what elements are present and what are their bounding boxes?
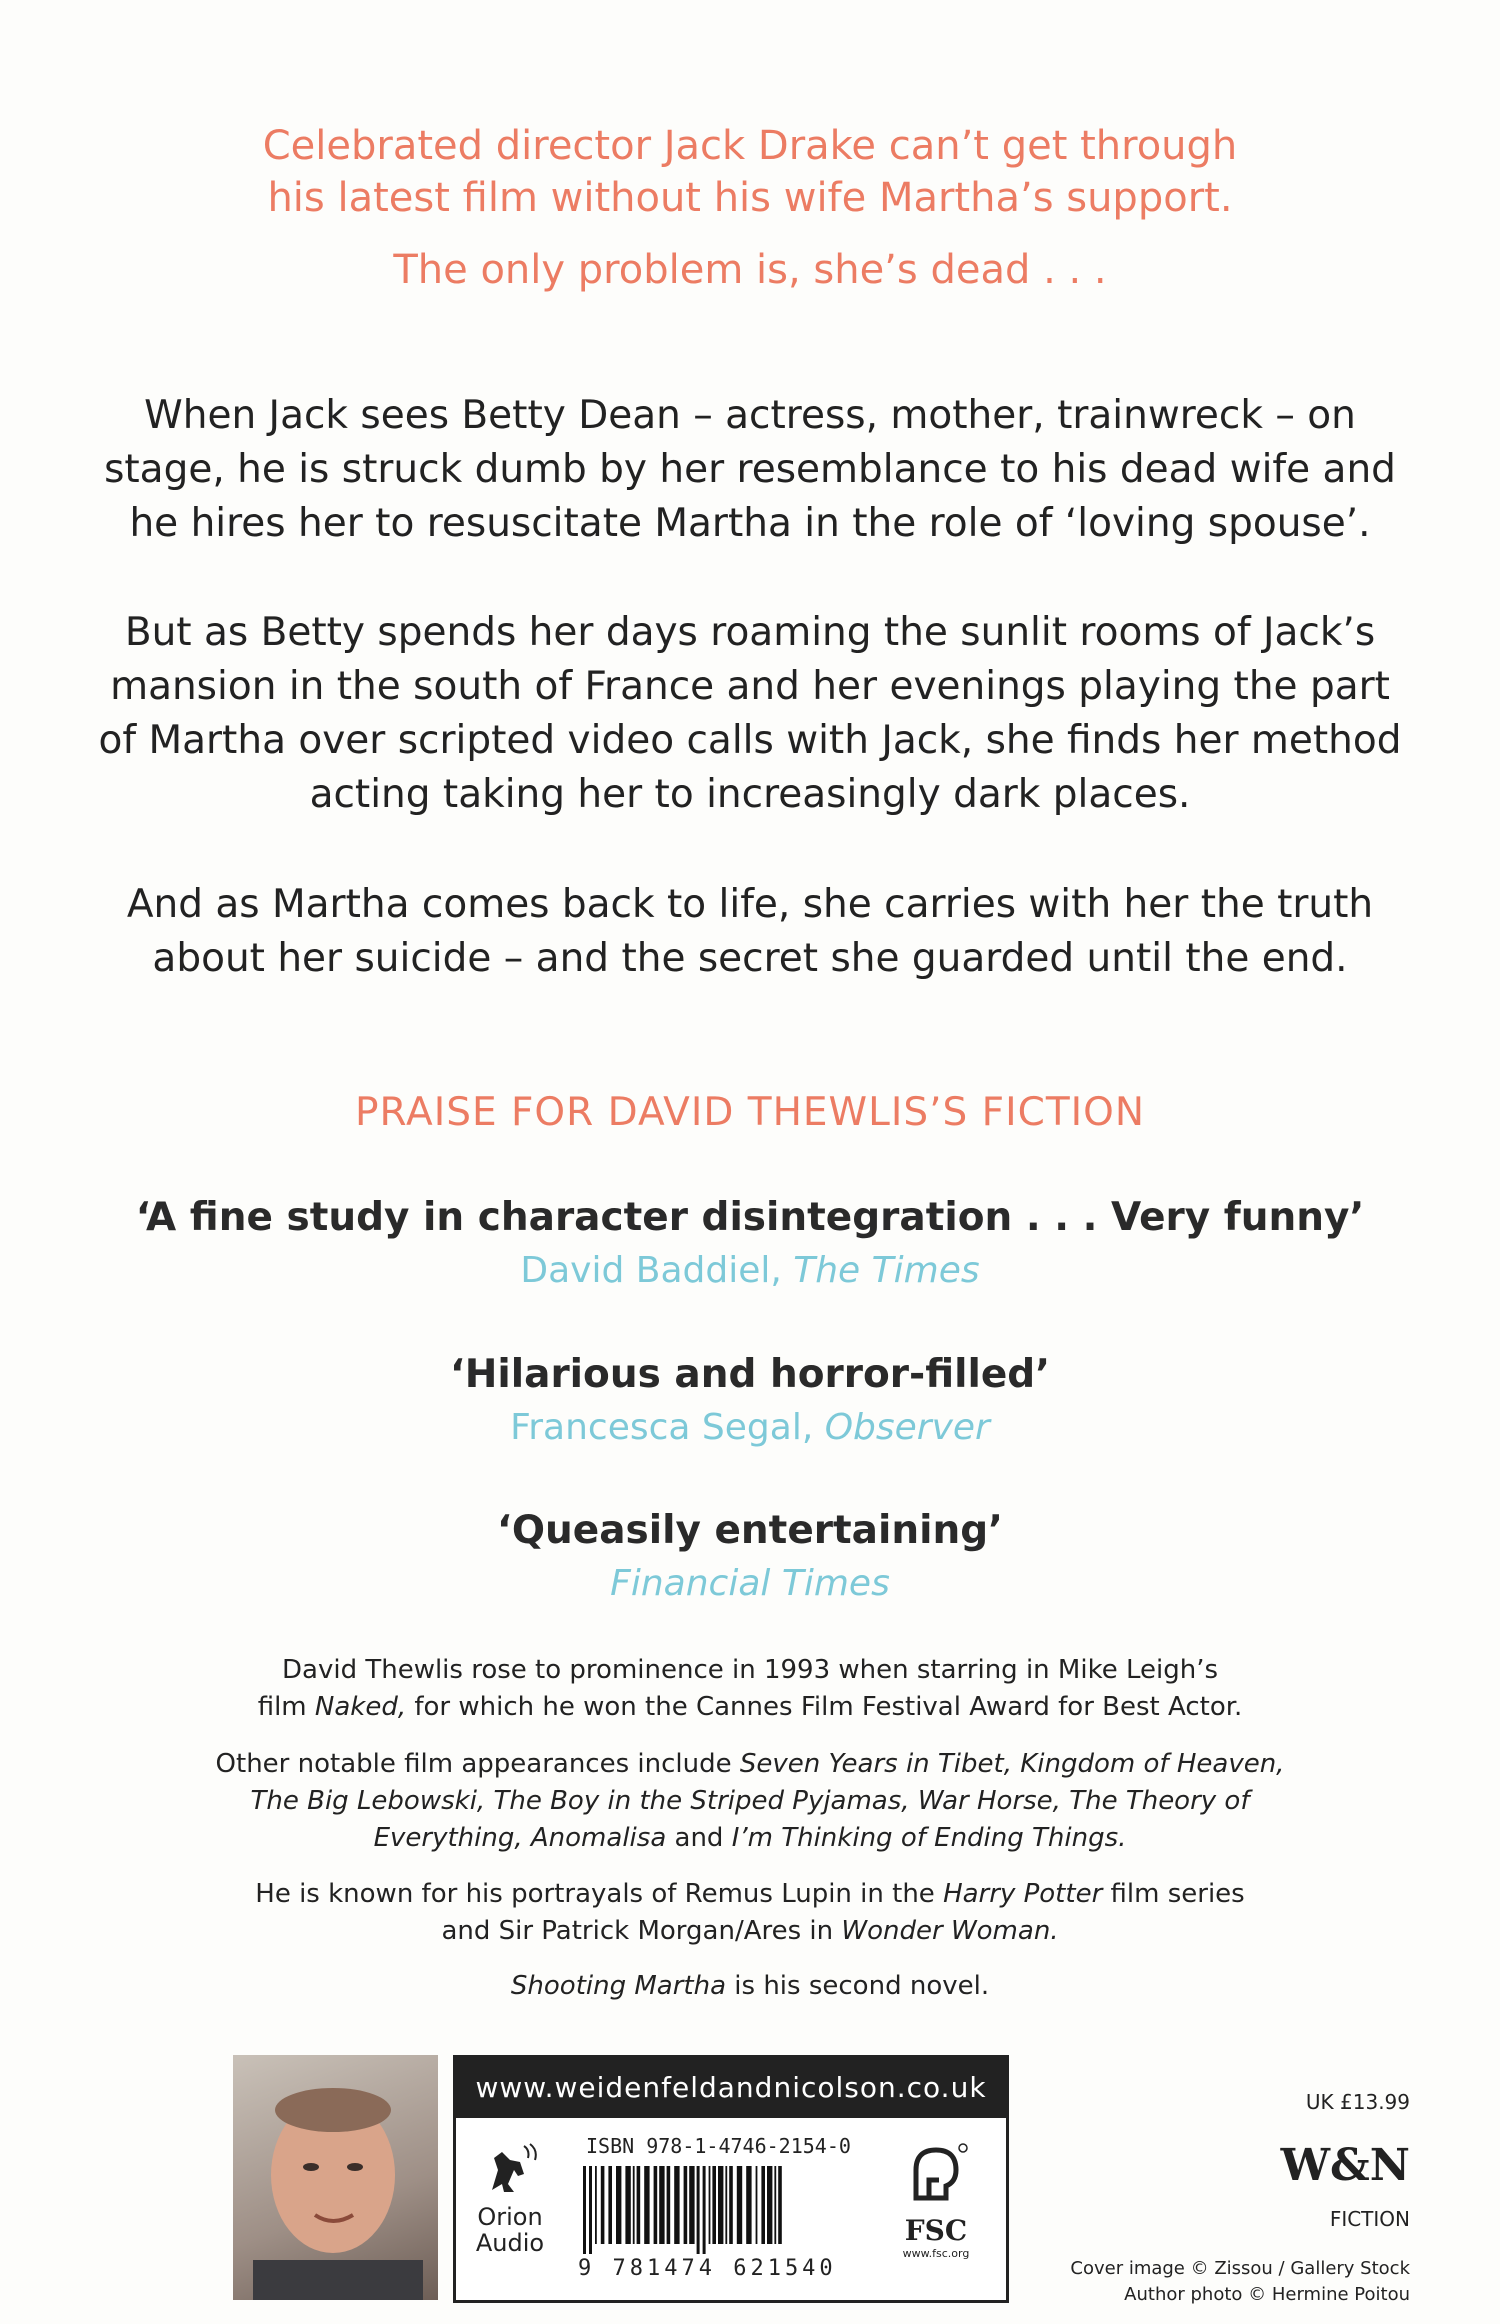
source-publication: Observer (824, 1407, 990, 1448)
blurb-line: about her suicide – and the secret she guarded until the end. (152, 936, 1348, 981)
bio-line (0, 1783, 1500, 1820)
tagline (0, 120, 1500, 296)
barcode-bar (684, 2166, 688, 2244)
praise-quote-1: ‘A fine study in character disintegration . . . Very funny’ (135, 1195, 1365, 1240)
praise-heading: PRAISE FOR DAVID THEWLIS’S FICTION (354, 1090, 1146, 1135)
author-photo-credit: Author photo © Hermine Poitou (1124, 2284, 1410, 2305)
bio-title: The Big Lebowski, The Boy in the Striped Pyjamas, War Horse, The Theory of (250, 1786, 1250, 1816)
bio-text: Other notable film appearances include (215, 1749, 740, 1779)
blurb-paragraph-1 (0, 389, 1500, 551)
blurb-line: stage, he is struck dumb by her resemblance to his dead wife and (104, 447, 1396, 492)
barcode-bar (697, 2166, 700, 2254)
barcode-bar (583, 2166, 586, 2254)
isbn: ISBN 978-1-4746-2154-0 (586, 2134, 851, 2158)
price: UK £13.99 (1305, 2090, 1410, 2114)
blurb-line: When Jack sees Betty Dean – actress, mother, trainwreck – on (144, 393, 1356, 438)
bio-text: and (666, 1823, 732, 1853)
barcode-bar (667, 2166, 671, 2244)
barcode-bar (659, 2166, 664, 2244)
fsc-logo (881, 2140, 991, 2260)
bio-text: film (257, 1692, 315, 1722)
bio-line: David Thewlis rose to prominence in 1993 when starring in Mike Leigh’s (282, 1655, 1218, 1685)
barcode-bar (616, 2166, 621, 2244)
tagline-line-1: Celebrated director Jack Drake can’t get through (262, 123, 1238, 169)
barcode-bar (703, 2166, 706, 2254)
barcode-bar (725, 2166, 727, 2244)
blurb-paragraph-3 (0, 878, 1500, 986)
orion-audio-text: Orion Audio (475, 2203, 545, 2257)
barcode-bar (654, 2166, 658, 2244)
bio-title: Naked, (314, 1692, 407, 1722)
source-name: Francesca Segal, (510, 1407, 825, 1448)
bio-paragraph-1 (0, 1652, 1500, 1726)
barcode-bar (746, 2166, 751, 2244)
barcode-bar (625, 2166, 630, 2244)
barcode-bar (637, 2166, 641, 2244)
barcode-bar (756, 2166, 758, 2244)
tagline-line-2: his latest film without his wife Martha’s support. (267, 175, 1233, 221)
bio-line (0, 1746, 1500, 1783)
bio-paragraph-2 (0, 1746, 1500, 1857)
blurb-line: mansion in the south of France and her evenings playing the part (110, 664, 1390, 709)
blurb-line: he hires her to resuscitate Martha in the role of ‘loving spouse’. (129, 501, 1371, 546)
source-publication: The Times (793, 1250, 980, 1291)
barcode-icon (581, 2166, 861, 2254)
barcode-bar (608, 2166, 612, 2244)
bio-text: He is known for his portrayals of Remus Lupin in the (255, 1879, 944, 1909)
orion-audio-logo (470, 2140, 550, 2256)
barcode-bar (644, 2166, 649, 2244)
bio-line (0, 1876, 1500, 1913)
author-portrait-icon (233, 2055, 438, 2300)
praise-source-1 (0, 1250, 1500, 1291)
barcode-bar (774, 2166, 776, 2244)
source-publication: Financial Times (610, 1563, 890, 1604)
praise-quote-3: ‘Queasily entertaining’ (497, 1508, 1003, 1553)
bio-line (0, 1820, 1500, 1857)
bio-title: Shooting Martha (510, 1971, 727, 2001)
fsc-label: FSC (904, 2214, 968, 2247)
barcode-bar (729, 2166, 733, 2244)
blurb-line: But as Betty spends her days roaming the sunlit rooms of Jack’s (124, 610, 1376, 655)
barcode-panel (453, 2055, 1009, 2303)
barcode-bar (689, 2166, 694, 2244)
bio-text: for which he won the Cannes Film Festival Award for Best Actor. (406, 1692, 1243, 1722)
blurb-paragraph-2 (0, 606, 1500, 822)
blurb-line: of Martha over scripted video calls with Jack, she finds her method (98, 718, 1402, 763)
barcode-digits: 9 781474 621540 (578, 2256, 837, 2281)
barcode-bar (737, 2166, 742, 2244)
praise-source-3 (0, 1563, 1500, 1604)
bio-title: Seven Years in Tibet, Kingdom of Heaven, (739, 1749, 1285, 1779)
bio-text: is his second novel. (726, 1971, 990, 2001)
bio-title: Everything, Anomalisa (373, 1823, 667, 1853)
bio-line (0, 1689, 1500, 1726)
publisher-url[interactable]: www.weidenfeldandnicolson.co.uk (456, 2058, 1006, 2118)
orion-hound-icon (480, 2140, 540, 2200)
bio-paragraph-4 (0, 1968, 1500, 2005)
barcode-bar (712, 2166, 716, 2244)
bio-title: Harry Potter (943, 1879, 1103, 1909)
barcode-bar (633, 2166, 635, 2244)
barcode-bar (601, 2166, 605, 2244)
bio-title: I’m Thinking of Ending Things. (731, 1823, 1127, 1853)
barcode-bar (778, 2166, 782, 2244)
publisher-logo: W&N (1280, 2140, 1410, 2191)
blurb-line: acting taking her to increasingly dark places. (309, 772, 1191, 817)
bio-line (0, 1913, 1500, 1950)
author-photo (233, 2055, 438, 2300)
fsc-tree-icon (901, 2140, 971, 2210)
barcode-bar (709, 2166, 711, 2244)
bio-title: Wonder Woman. (841, 1916, 1059, 1946)
source-name: David Baddiel, (520, 1250, 794, 1291)
bio-text: film series (1102, 1879, 1245, 1909)
fsc-url: www.fsc.org (902, 2247, 970, 2260)
barcode-bar (767, 2166, 772, 2244)
bio-text: and Sir Patrick Morgan/Ares in (441, 1916, 842, 1946)
cover-credit: Cover image © Zissou / Gallery Stock (1070, 2258, 1410, 2279)
barcode-bar (595, 2166, 597, 2244)
barcode-bar (718, 2166, 723, 2244)
blurb-line: And as Martha comes back to life, she carries with her the truth (126, 882, 1374, 927)
barcode-bar (589, 2166, 592, 2254)
praise-source-2 (0, 1407, 1500, 1448)
barcode-bar (761, 2166, 765, 2244)
bio-paragraph-3 (0, 1876, 1500, 1950)
praise-quote-2: ‘Hilarious and horror-filled’ (449, 1352, 1051, 1397)
tagline-line-3: The only problem is, she’s dead . . . (393, 247, 1107, 293)
barcode-bar (674, 2166, 679, 2244)
imprint-label: FICTION (1329, 2207, 1410, 2231)
